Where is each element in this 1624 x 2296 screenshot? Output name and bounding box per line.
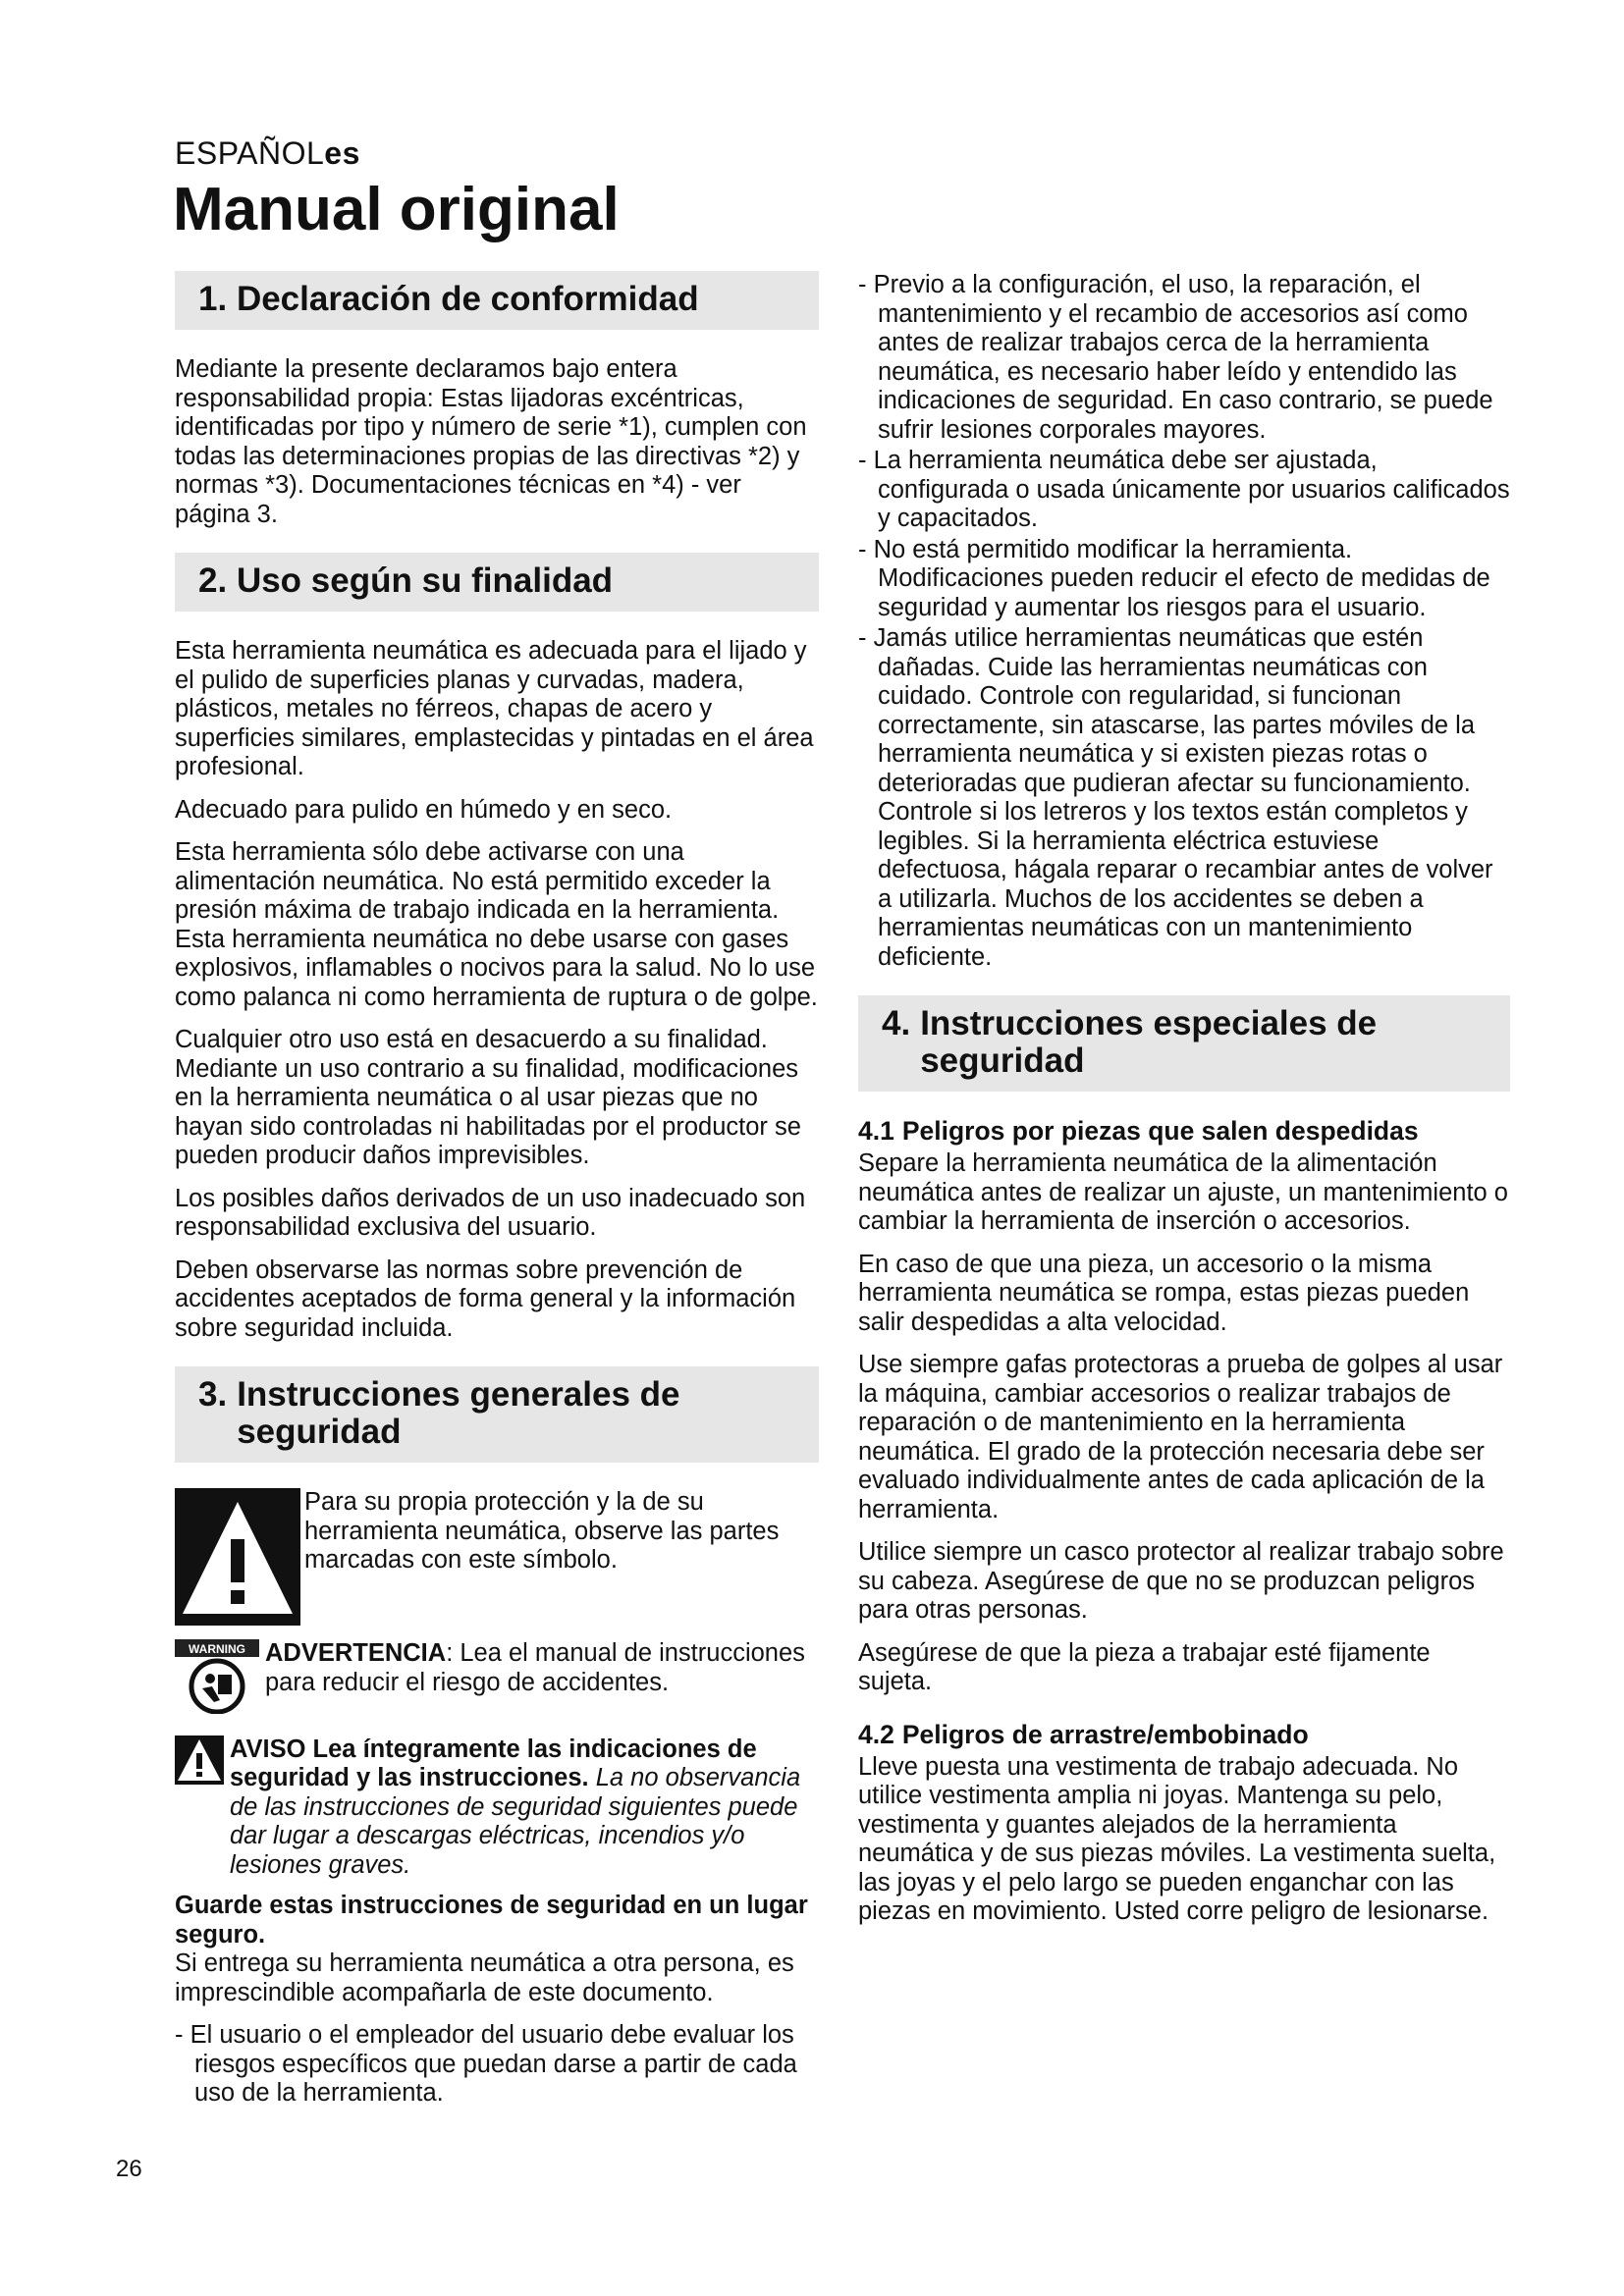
list-item: - La herramienta neumática debe ser ajustada, configurada o usada únicamente por usuarios calificados y capacitados. (858, 447, 1510, 532)
symbol-text: Para su propia protección y la de su herramienta neumática, observe las partes marcadas con este símbolo. (304, 1488, 780, 1574)
sec2-paragraph: Esta herramienta neumática es adecuada para el lijado y el pulido de superficies planas y curvadas, madera, plásticos, metales no férreos, chapas de acero y superficies similares, emplastecidas y pintadas en el área profesional. (175, 637, 814, 780)
aviso-warning-icon (175, 1735, 224, 1785)
list-item: - El usuario o el empleador del usuario debe evaluar los riesgos específicos que puedan darse a partir de cada uso de la herramienta. (175, 2021, 797, 2107)
section-1-heading: 1. Declaración de conformidad (175, 271, 819, 330)
page-title: Manual original (173, 176, 620, 243)
sec4-1-paragraph: Separe la herramienta neumática de la alimentación neumática antes de realizar un ajuste, un mantenimiento o cambiar la herramienta de inserción o accesorios. (858, 1149, 1508, 1235)
left-column (175, 271, 819, 2110)
right-column (858, 271, 1510, 1941)
sec4-1-paragraph: Asegúrese de que la pieza a trabajar esté fijamente sujeta. (858, 1638, 1431, 1695)
safety-list-cont (858, 271, 1510, 972)
sec4-1-paragraph: Use siempre gafas protectoras a prueba de golpes al usar la máquina, cambiar accesorios o realizar trabajos de reparación o de mantenimiento en la herramienta neumática. El grado de la protección necesaria debe ser evaluado individualmente antes de cada aplicación de la herramienta. (858, 1351, 1503, 1523)
symbol-note (175, 1488, 819, 1626)
subsection-4-2-heading: 4.2 Peligros de arrastre/embobinado (858, 1719, 1309, 1749)
language-label: ESPAÑOLes (175, 135, 360, 171)
guarde-heading: Guarde estas instrucciones de seguridad en un lugar seguro. (175, 1892, 808, 1949)
guarde-text: Si entrega su herramienta neumática a otra persona, es imprescindible acompañarla de este documento. (175, 1949, 794, 2006)
section-2-heading: 2. Uso según su finalidad (175, 553, 819, 612)
aviso-block: AVISO Lea íntegramente las indicaciones de seguridad y las instrucciones. La no observancia de las instrucciones de seguridad siguientes puede dar lugar a descargas eléctricas, incendios y/o lesiones graves. (175, 1735, 819, 1881)
sec4-2-paragraph: Lleve puesta una vestimenta de trabajo adecuada. No utilice vestimenta amplia ni joyas. Mantenga su pelo, vestimenta y guantes alejados de la herramienta neumática y de sus piezas móviles. La vestimenta suelta, las joyas y el pelo largo se pueden enganchar con las piezas en movimiento. Usted corre peligro de lesionarse. (858, 1752, 1496, 1925)
list-item: - No está permitido modificar la herramienta. Modificaciones pueden reducir el efecto de medidas de seguridad y aumentar los riesgos para el usuario. (858, 535, 1490, 621)
sec4-1-paragraph: En caso de que una pieza, un accesorio o la misma herramienta neumática se rompa, estas piezas pueden salir despedidas a alta velocidad. (858, 1250, 1470, 1336)
list-item: - Jamás utilice herramientas neumáticas que estén dañadas. Cuide las herramientas neumáticas con cuidado. Controle con regularidad, si funcionan correctamente, sin atascarse, las partes móviles de la herramienta neumática y si existen piezas rotas o deterioradas que pudieran afectar su funcionamiento. Controle si los letreros y los textos están completos y legibles. Si la herramienta eléctrica estuviese defectuosa, hágala reparar o recambiar antes de volver a utilizarla. Muchos de los accidentes se deben a herramientas neumáticas con un mantenimiento deficiente. (858, 624, 1493, 971)
sec2-paragraph: Esta herramienta sólo debe activarse con una alimentación neumática. No está permitido exceder la presión máxima de trabajo indicada en la herramienta. Esta herramienta neumática no debe usarse con gases explosivos, inflamables o nocivos para la salud. No lo use como palanca ni como herramienta de ruptura o de golpe. (175, 838, 818, 1011)
sec2-paragraph: Los posibles daños derivados de un uso inadecuado son responsabilidad exclusiva del usuario. (175, 1184, 806, 1241)
section-3-heading: 3. Instrucciones generales de seguridad (175, 1366, 819, 1463)
subsection-4-1-heading: 4.1 Peligros por piezas que salen despedidas (858, 1116, 1419, 1146)
section-4-heading: 4. Instrucciones especiales de seguridad (858, 995, 1510, 1092)
sec1-paragraph: Mediante la presente declaramos bajo entera responsabilidad propia: Estas lijadoras excéntricas, identificadas por tipo y número de serie *1), cumplen con todas las determinaciones propias de las directivas *2) y normas *3). Documentaciones técnicas en *4) - ver página 3. (175, 355, 807, 528)
sec2-paragraph: Adecuado para pulido en húmedo y en seco. (175, 795, 673, 824)
warning-badge-text: WARNING (189, 1642, 245, 1656)
warning-triangle-icon (175, 1488, 300, 1626)
page-number: 26 (116, 2156, 142, 2182)
sec2-paragraph: Deben observarse las normas sobre prevención de accidentes aceptados de forma general y la información sobre seguridad incluida. (175, 1255, 796, 1342)
sec4-1-paragraph: Utilice siempre un casco protector al realizar trabajo sobre su cabeza. Asegúrese de que no se produzcan peligros para otras personas. (858, 1538, 1504, 1624)
read-manual-icon (175, 1639, 259, 1722)
sec2-paragraph: Cualquier otro uso está en desacuerdo a su finalidad. Mediante un uso contrario a su finalidad, modificaciones en la herramienta neumática o al usar piezas que no hayan sido controladas ni habilitadas por el productor se pueden producir daños imprevisibles. (175, 1026, 801, 1169)
warning-text: ADVERTENCIA: Lea el manual de instrucciones para reducir el riesgo de accidentes. (265, 1639, 805, 1696)
list-item: - Previo a la configuración, el uso, la reparación, el mantenimiento y el recambio de accesorios así como antes de realizar trabajos cerca de la herramienta neumática, es necesario haber leído y entendido las indicaciones de seguridad. En caso contrario, se puede sufrir lesiones corporales mayores. (858, 271, 1493, 444)
safety-list (175, 2021, 819, 2109)
warning-note (175, 1639, 819, 1722)
